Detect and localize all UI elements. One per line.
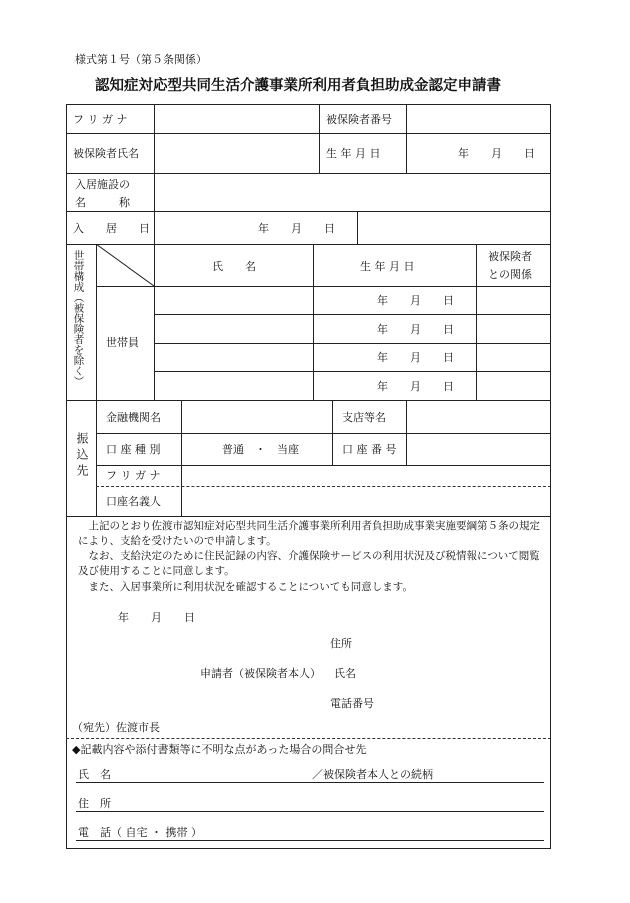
col-relation-header-2: との関係 (488, 268, 532, 281)
applicant-label: 申請者（被保険者本人） (200, 667, 321, 680)
birth-date-value[interactable]: 年 月 日 (458, 147, 535, 160)
household-member-label: 世帯員 (106, 336, 139, 349)
statement-paragraph-3: また、入居事業所に利用状況を確認することについても同意します。 (88, 581, 413, 593)
page-title: 認知症対応型共同生活介護事業所利用者負担助成金認定申請書 (95, 77, 501, 94)
facility-label-1: 入居施設の (75, 178, 130, 191)
statement-paragraph-1: 上記のとおり佐渡市認知症対応型共同生活介護事業所利用者負担助成事業実施要綱第５条の規定により、支給を受けたいので申請します。 (78, 520, 540, 547)
member-2-birth[interactable]: 年 月 日 (377, 323, 454, 336)
contact-address-label: 住 所 (78, 797, 111, 810)
account-type-options[interactable]: 普通 ・ 当座 (222, 443, 299, 456)
branch-label: 支店等名 (342, 411, 386, 424)
statement-paragraph-2: なお、支給決定のために住民記録の内容、介護保険サービスの利用状況及び税情報について閲覧及び使用することに同意します。 (78, 550, 540, 577)
applicant-phone-label: 電話番号 (330, 697, 374, 710)
col-birth-header: 生 年 月 日 (360, 260, 415, 273)
insured-name-input[interactable] (156, 135, 317, 172)
col-name-header: 氏 名 (212, 260, 256, 273)
furigana-label: フ リ ガ ナ (73, 113, 128, 126)
entry-date-label: 入 居 日 (73, 222, 150, 235)
account-number-label: 口 座 番 号 (342, 443, 397, 456)
branch-input[interactable] (408, 402, 548, 432)
contact-relation-label: ／被保険者本人との続柄 (312, 768, 433, 781)
facility-label-2: 名 称 (75, 196, 130, 209)
col-relation-header-1: 被保険者 (488, 250, 532, 263)
applicant-name-label: 氏名 (334, 667, 356, 680)
insured-number-label: 被保険者番号 (326, 113, 392, 126)
holder-furigana-label: フ リ ガ ナ (106, 469, 161, 482)
account-number-input[interactable] (408, 435, 548, 464)
institution-input[interactable] (183, 402, 330, 432)
account-holder-label: 口座名義人 (106, 495, 161, 508)
account-holder-input[interactable] (183, 488, 548, 515)
application-date[interactable]: 年 月 日 (118, 611, 195, 624)
insured-name-label: 被保険者氏名 (73, 147, 139, 160)
applicant-address-label: 住所 (330, 637, 352, 650)
bank-side-label: 振込先 (75, 432, 89, 480)
institution-label: 金融機関名 (106, 411, 161, 424)
insured-number-input[interactable] (408, 106, 548, 132)
birth-date-label: 生 年 月 日 (326, 147, 381, 160)
facility-name-input[interactable] (156, 175, 548, 210)
member-4-birth[interactable]: 年 月 日 (377, 380, 454, 393)
member-3-birth[interactable]: 年 月 日 (377, 351, 454, 364)
household-side-label: 世帯構成（被保険者を除く） (72, 250, 85, 387)
furigana-input[interactable] (156, 106, 317, 132)
contact-phone-label: 電 話（ 自宅 ・ 携帯 ） (78, 826, 202, 839)
form-number: 様式第１号（第５条関係） (75, 53, 207, 66)
diagonal-divider (96, 244, 154, 286)
entry-date-value[interactable]: 年 月 日 (258, 222, 335, 235)
member-1-birth[interactable]: 年 月 日 (377, 294, 454, 307)
addressee: （宛先）佐渡市長 (72, 721, 160, 734)
contact-name-label: 氏 名 (78, 768, 111, 781)
contact-heading: ◆記載内容や添付書類等に不明な点があった場合の問合せ先 (72, 743, 367, 756)
holder-furigana-input[interactable] (183, 467, 548, 485)
account-type-label: 口 座 種 別 (106, 443, 161, 456)
